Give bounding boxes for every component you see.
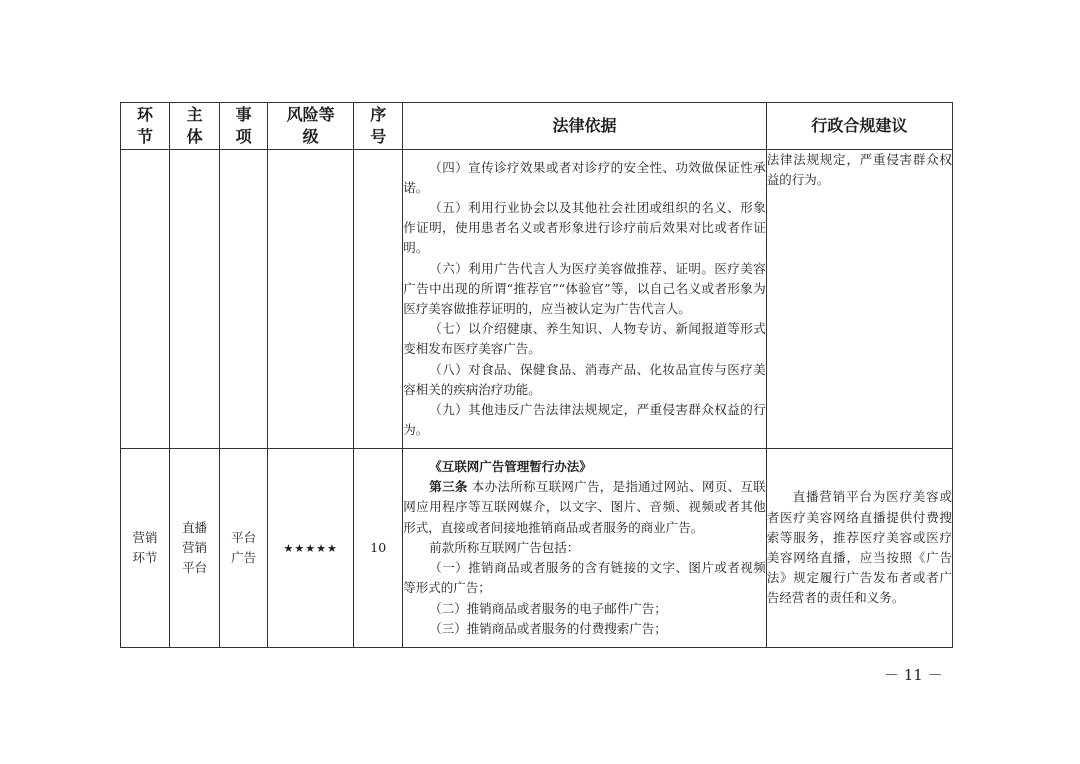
header-item: 事 项	[220, 103, 268, 150]
page-number: － 11 －	[884, 666, 943, 684]
table-row	[121, 449, 953, 648]
cell-legal-basis	[403, 150, 766, 449]
cell-risk	[268, 150, 354, 449]
header-compliance-advice: 行政合规建议	[766, 103, 952, 150]
header-risk-level: 风险等 级	[268, 103, 354, 150]
advice-paragraph: 直播营销平台为医疗美容或者医疗美容网络直播提供付费搜索等服务，推荐医疗美容或医疗美容网络直播，应当按照《广告法》规定履行广告发布者或者广告经营者的责任和义务。	[766, 489, 952, 606]
risk-stars: ★★★★★	[268, 449, 354, 648]
law-paragraph: （三）推销商品或者服务的付费搜索广告；	[429, 620, 667, 636]
article-text: 本办法所称互联网广告，是指通过网站、网页、互联网应用程序等互联网媒介，以文字、图片、音频、视频或者其他形式，直接或者间接地推销商品或者服务的商业广告。	[403, 479, 766, 535]
cell-legal-basis	[403, 449, 766, 648]
cell-item	[220, 150, 268, 449]
law-paragraph: （四）宣传诊疗效果或者对诊疗的安全性、功效做保证性承诺。	[403, 159, 766, 195]
article-label: 第三条	[429, 479, 468, 495]
table-row	[121, 150, 953, 449]
law-paragraph: （一）推销商品或者服务的含有链接的文字、图片或者视频等形式的广告；	[403, 560, 766, 596]
law-paragraph: （八）对食品、保健食品、消毒产品、化妆品宣传与医疗美容相关的疾病治疗功能。	[403, 361, 766, 397]
law-paragraph: （五）利用行业协会以及其他社会社团或组织的名义、形象作证明，使用患者名义或者形象进行诊疗前后效果对比或者作证明。	[403, 199, 766, 256]
compliance-table	[120, 102, 953, 648]
cell-compliance-advice	[766, 150, 952, 449]
cell-subject: 直播 营销 平台	[170, 449, 220, 648]
law-paragraph: （九）其他违反广告法律法规规定，严重侵害群众权益的行为。	[403, 402, 766, 438]
cell-item: 平台 广告	[220, 449, 268, 648]
law-paragraph: （六）利用广告代言人为医疗美容做推荐、证明。医疗美容广告中出现的所谓“推荐官”“体验官”等，以自己名义或者形象为医疗美容做推荐证明的，应当被认定为广告代言人。	[403, 260, 766, 316]
advice-paragraph: 法律法规规定，严重侵害群众权益的行为。	[766, 152, 952, 188]
cell-env	[121, 150, 170, 449]
cell-compliance-advice	[766, 449, 952, 648]
cell-no	[354, 150, 403, 449]
law-paragraph: 前款所称互联网广告包括：	[429, 539, 580, 555]
table-header-row	[121, 103, 953, 150]
cell-subject	[170, 150, 220, 449]
law-paragraph: （二）推销商品或者服务的电子邮件广告；	[429, 600, 667, 616]
law-article	[403, 477, 765, 538]
header-env: 环 节	[121, 103, 170, 150]
header-subject: 主 体	[170, 103, 220, 150]
law-paragraph: （七）以介绍健康、养生知识、人物专访、新闻报道等形式变相发布医疗美容广告。	[403, 321, 766, 357]
law-title: 《互联网广告管理暂行办法》	[429, 459, 592, 475]
cell-serial-no: 10	[354, 449, 403, 648]
header-serial-no: 序 号	[354, 103, 403, 150]
cell-env: 营销 环节	[121, 449, 170, 648]
header-legal-basis: 法律依据	[403, 103, 766, 150]
